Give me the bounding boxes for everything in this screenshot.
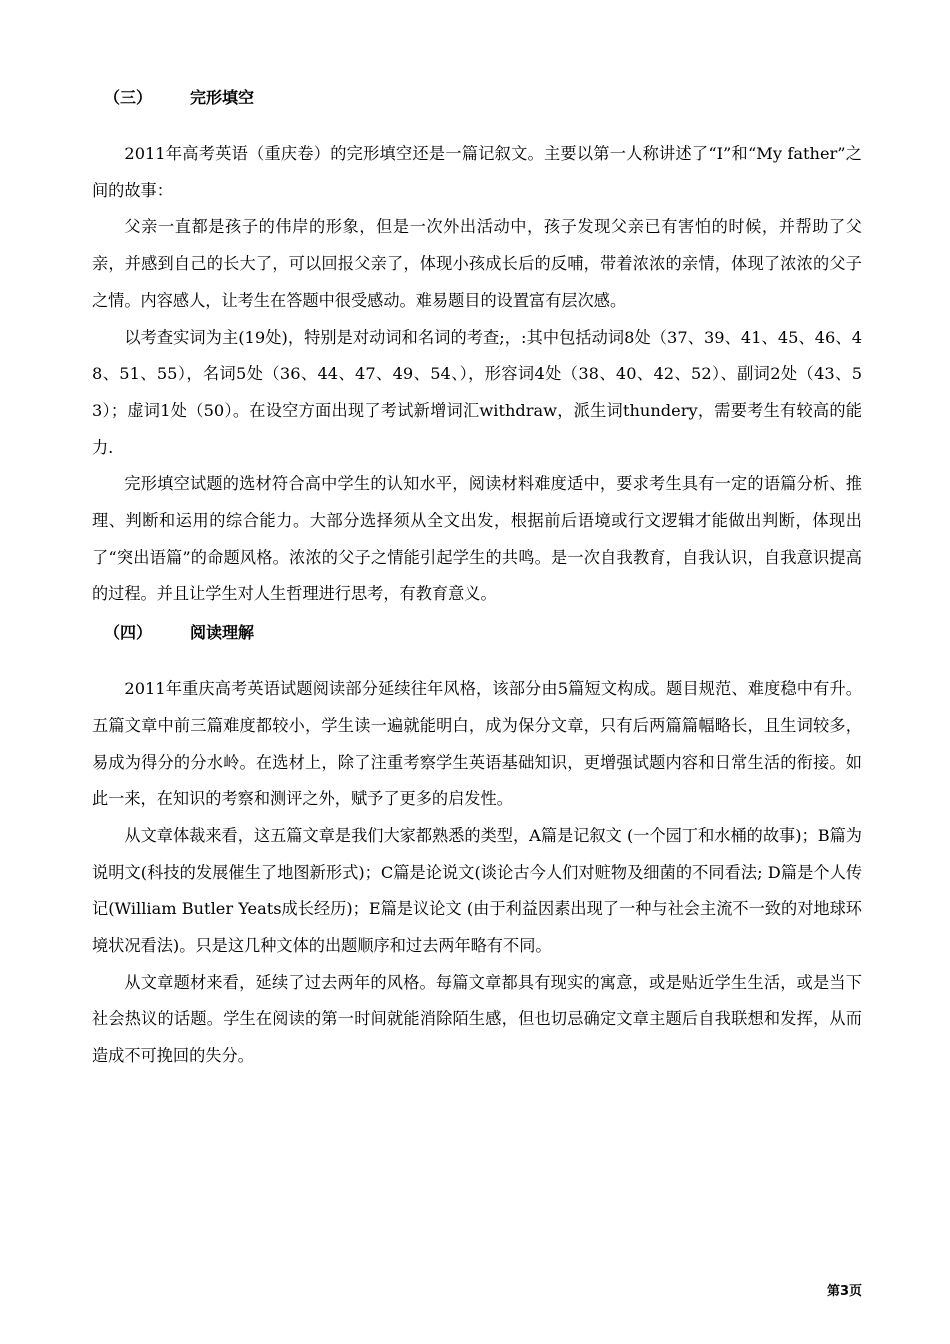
section-title: 完形填空 [190,88,255,107]
document-page [92,78,862,1075]
section-number: （四） [104,623,153,643]
paragraph: 完形填空试题的选材符合高中学生的认知水平，阅读材料难度适中，要求考生具有一定的语篇分析、推理、判断和运用的综合能力。大部分选择须从全文出发，根据前后语境或行文逻辑才能做出判断，体现出了“突出语篇”的命题风格。浓浓的父子之情能引起学生的共鸣。是一次自我教育，自我认识，自我意识提高的过程。并且让学生对人生哲理进行思考，有教育意义。 [92,474,862,604]
section-heading-cloze [92,78,862,118]
paragraph: 2011年重庆高考英语试题阅读部分延续往年风格，该部分由5篇短文构成。题目规范、难度稳中有升。五篇文章中前三篇难度都较小，学生读一遍就能明白，成为保分文章，只有后两篇篇幅略长，且生词较多，易成为得分的分水岭。在选材上，除了注重考察学生英语基础知识，更增强试题内容和日常生活的衔接。如此一来，在知识的考察和测评之外，赋予了更多的启发性。 [92,679,862,809]
paragraph: 从文章体裁来看，这五篇文章是我们大家都熟悉的类型，A篇是记叙文 (一个园丁和水桶的故事)；B篇为说明文(科技的发展催生了地图新形式)；C篇是论说文(谈论古今人们对赃物及细菌的不同看法; D篇是个人传记(William Butler Yeats成长经历)；E篇是议论文 (由于利益因素出现了一种与社会主流不一致的对地球环境状况看法)。只是这几种文体的出题顺序和过去两年略有不同。 [92,825,862,956]
section-title: 阅读理解 [190,623,255,643]
paragraph: 父亲一直都是孩子的伟岸的形象，但是一次外出活动中，孩子发现父亲已有害怕的时候，并帮助了父亲，并感到自己的长大了，可以回报父亲了，体现小孩成长后的反哺，带着浓浓的亲情，体现了浓浓的父子之情。内容感人，让考生在答题中很受感动。难易题目的设置富有层次感。 [92,217,862,310]
paragraph: 以考查实词为主(19处)，特别是对动词和名词的考查;，:其中包括动词8处（37、39、41、45、46、48、51、55），名词5处（36、44、47、49、54、），形容词4处（38、40、42、52）、副词2处（43、53）；虚词1处（50）。在设空方面出现了考试新增词汇withdraw，派生词thundery，需要考生有较高的能力. [92,327,862,457]
paragraph: 从文章题材来看，延续了过去两年的风格。每篇文章都具有现实的寓意，或是贴近学生生活，或是当下社会热议的话题。学生在阅读的第一时间就能消除陌生感，但也切忌确定文章主题后自我联想和发挥，从而造成不可挽回的失分。 [92,972,862,1066]
paragraph: 2011年高考英语（重庆卷）的完形填空还是一篇记叙文。主要以第一人称讲述了“I”和“My father”之间的故事： [92,144,862,200]
page-number: 第3页 [826,1284,862,1299]
section-number: （三） [104,88,153,107]
section-heading-reading [92,613,862,653]
